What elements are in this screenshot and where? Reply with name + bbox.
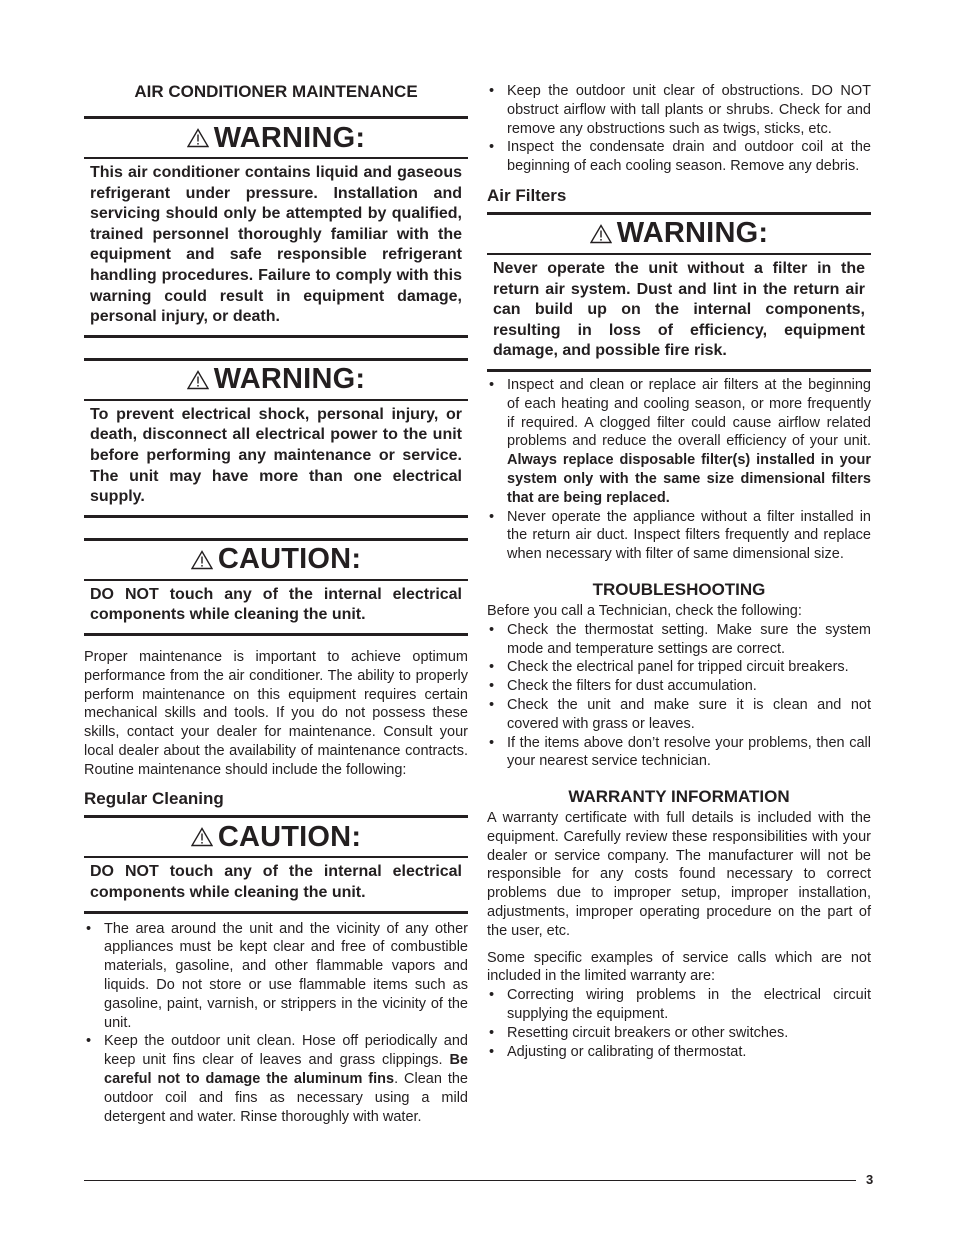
caution-title	[84, 541, 468, 581]
warning-title	[84, 361, 468, 401]
troubleshooting-intro: Before you call a Technician, check the following:	[487, 602, 802, 619]
list-item: • If the items above don’t resolve your problems, then call your nearest service technician.	[487, 734, 871, 772]
section-heading-maintenance: AIR CONDITIONER MAINTENANCE	[134, 82, 418, 101]
warning-triangle-icon	[187, 370, 209, 390]
list-item: • Inspect the condensate drain and outdoor coil at the beginning of each cooling season. Remove any debris.	[487, 138, 871, 176]
caution-title-text: CAUTION:	[217, 543, 362, 576]
footer-rule	[84, 1180, 856, 1181]
list-item: • The area around the unit and the vicinity of any other appliances must be kept clear and free of combustible materials, gasoline, and other flammable vapors and liquids. Do not store or use flammable items such as gasoline, paint, varnish, or strippers in the vicinity of the unit.	[84, 920, 468, 1033]
caution-title-text: CAUTION:	[217, 820, 362, 853]
warning-title-text: WARNING:	[616, 217, 769, 250]
list-item: • Resetting circuit breakers or other switches.	[487, 1024, 871, 1043]
warning-body: This air conditioner contains liquid and gaseous refrigerant under pressure. Installation and servicing should only be attempted by qualified, trained personnel thoroughly familiar with the equipment and safe responsible refrigerant handling procedures. Failure to comply with this warning could result in equipment damage, personal injury, or death.	[90, 164, 462, 326]
cleaning-list	[84, 920, 468, 1127]
warning-body: To prevent electrical shock, personal injury, or death, disconnect all electrical power to the unit before performing any maintenance or service. The unit may have more than one electrical supply.	[90, 405, 462, 506]
list-item: • Never operate the appliance without a filter installed in the return air duct. Inspect filters frequently and replace when necessary with filter of same dimensional size.	[487, 508, 871, 564]
filter-list	[487, 376, 871, 564]
obstruction-list	[487, 82, 871, 176]
warranty-paragraph: A warranty certificate with full details is included with the equipment. Carefully review these responsibilities with your dealer or service company. The manufacturer will not be responsible for any costs found necessary to correct problems due to improper setup, improper installation, adjustments, improper operating procedure on the part of the user, etc.	[487, 810, 871, 939]
warning-triangle-icon	[187, 128, 209, 148]
warning-box-filter	[487, 212, 871, 372]
caution-title	[84, 818, 468, 858]
subheading-regular-cleaning: Regular Cleaning	[84, 789, 224, 809]
page-number: 3	[866, 1172, 874, 1187]
warning-triangle-icon	[590, 224, 612, 244]
warning-box-refrigerant	[84, 116, 468, 338]
warning-triangle-icon	[191, 827, 213, 847]
warning-title	[84, 119, 468, 159]
warranty-list	[487, 986, 871, 1061]
right-column	[487, 82, 871, 1061]
section-heading-warranty: WARRANTY INFORMATION	[568, 787, 790, 807]
list-item: • Keep the outdoor unit clear of obstructions. DO NOT obstruct airflow with tall plants or shrubs. Check for and remove any obstructions such as twigs, sticks, etc.	[487, 82, 871, 138]
caution-box-components	[84, 538, 468, 636]
left-column	[84, 78, 468, 1126]
warning-title-text: WARNING:	[213, 363, 366, 396]
list-item: • Keep the outdoor unit clean. Hose off periodically and keep unit fins clear of leaves and grass clippings. Be careful not to damage the aluminum fins. Clean the outdoor coil and fins as necessary using a mild detergent and water. Rinse thoroughly with water.	[84, 1032, 468, 1126]
warning-title-text: WARNING:	[213, 121, 366, 154]
warranty-paragraph-examples: Some specific examples of service calls which are not included in the limited warranty are:	[487, 949, 871, 985]
list-item: • Check the unit and make sure it is clean and not covered with grass or leaves.	[487, 696, 871, 734]
warning-box-electrical	[84, 358, 468, 518]
caution-body: DO NOT touch any of the internal electrical components while cleaning the unit.	[90, 585, 462, 624]
list-item: • Correcting wiring problems in the electrical circuit supplying the equipment.	[487, 986, 871, 1024]
caution-body: DO NOT touch any of the internal electrical components while cleaning the unit.	[90, 863, 462, 902]
list-item: • Adjusting or calibrating of thermostat.	[487, 1043, 871, 1062]
list-item: • Check the thermostat setting. Make sure the system mode and temperature settings are correct.	[487, 621, 871, 659]
warning-triangle-icon	[191, 550, 213, 570]
warning-body: Never operate the unit without a filter in the return air system. Dust and lint in the return air can build up on the internal components, resulting in loss of efficiency, equipment damage, and possible fire risk.	[493, 259, 865, 360]
list-item: • Check the filters for dust accumulation.	[487, 677, 871, 696]
troubleshooting-list	[487, 621, 871, 771]
list-item: • Inspect and clean or replace air filters at the beginning of each heating and cooling season, or more frequently if required. A clogged filter could cause airflow related problems and reduce the overall efficiency of your unit. Always replace disposable filter(s) installed in your system only with the same size dimensional filters that are being replaced.	[487, 376, 871, 508]
caution-box-cleaning	[84, 815, 468, 913]
list-item: • Check the electrical panel for tripped circuit breakers.	[487, 658, 871, 677]
subheading-air-filters: Air Filters	[487, 185, 567, 205]
warning-title	[487, 215, 871, 255]
section-heading-troubleshooting: TROUBLESHOOTING	[592, 579, 766, 599]
maintenance-intro: Proper maintenance is important to achieve optimum performance from the air conditioner. The ability to properly perform maintenance on this equipment requires certain mechanical skills and tools. If you do not possess these skills, contact your dealer for maintenance. Consult your local dealer about the availability of maintenance contracts. Routine maintenance should include the following:	[84, 648, 468, 778]
